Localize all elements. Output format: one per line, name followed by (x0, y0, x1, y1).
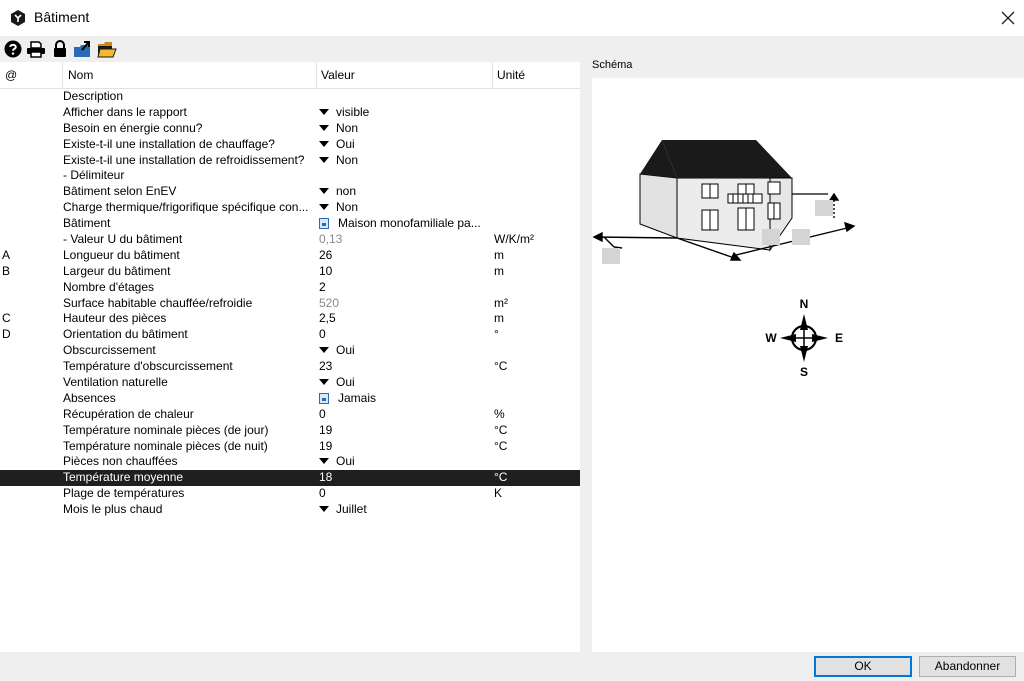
table-header (0, 62, 580, 89)
value-text: 19 (319, 438, 333, 453)
value-text: non (336, 184, 357, 199)
picker-icon[interactable] (319, 393, 329, 404)
compass-north: N (799, 297, 809, 311)
column-header-unit[interactable]: Unité (497, 68, 526, 82)
value-field (319, 296, 491, 312)
table-row[interactable] (0, 264, 580, 280)
row-name: Température d'obscurcissement (63, 359, 233, 374)
row-marker: D (2, 327, 11, 342)
value-dropdown[interactable] (319, 121, 491, 137)
value-dropdown[interactable] (319, 454, 491, 470)
print-icon (26, 40, 46, 58)
row-name: Existe-t-il une installation de chauffage? (63, 136, 275, 151)
compass-west: W (765, 331, 777, 345)
row-unit: m (494, 247, 504, 262)
row-unit: °C (494, 438, 508, 453)
dropdown-arrow-icon[interactable] (319, 506, 329, 512)
row-unit: m (494, 263, 504, 278)
value-text: visible (336, 104, 370, 119)
table-row[interactable] (0, 407, 580, 423)
value-text: Maison monofamiliale pa... (338, 216, 481, 231)
value-text: 10 (319, 263, 333, 278)
value-dropdown[interactable] (319, 153, 491, 169)
row-unit: m (494, 311, 504, 326)
column-header-name[interactable]: Nom (68, 68, 94, 82)
table-row[interactable] (0, 216, 580, 232)
row-unit: ° (494, 327, 499, 342)
value-dropdown[interactable] (319, 184, 491, 200)
value-text: 0 (319, 406, 326, 421)
table-row[interactable] (0, 105, 580, 121)
row-unit: K (494, 486, 503, 501)
dropdown-arrow-icon[interactable] (319, 188, 329, 194)
schema-panel (592, 59, 1024, 652)
table-row[interactable] (0, 121, 580, 137)
row-name: Température moyenne (63, 470, 184, 485)
row-name: Obscurcissement (63, 343, 156, 358)
row-name: Description (63, 89, 124, 103)
table-row[interactable] (0, 153, 580, 169)
value-dropdown[interactable] (319, 375, 491, 391)
value-text: 18 (319, 470, 333, 485)
value-field[interactable] (319, 248, 491, 264)
row-name: - Délimiteur (63, 168, 125, 183)
open-folder-button[interactable] (97, 39, 117, 59)
dropdown-arrow-icon[interactable] (319, 157, 329, 163)
row-unit: °C (494, 359, 508, 374)
schema-label: Schéma (592, 59, 633, 71)
building-schema (592, 78, 1024, 652)
table-row[interactable] (0, 359, 580, 375)
row-name: Existe-t-il une installation de refroidissement? (63, 152, 305, 167)
value-dropdown[interactable] (319, 137, 491, 153)
export-button[interactable] (73, 39, 93, 59)
table-row[interactable] (0, 423, 580, 439)
value-text: 23 (319, 359, 333, 374)
row-name: Besoin en énergie connu? (63, 120, 203, 135)
compass (765, 297, 843, 379)
table-row[interactable] (0, 391, 580, 407)
value-text: 2 (319, 279, 326, 294)
value-field[interactable] (319, 359, 491, 375)
value-field[interactable] (319, 423, 491, 439)
splitter[interactable] (580, 62, 592, 652)
row-name: Afficher dans le rapport (63, 104, 187, 119)
title-bar (0, 0, 1024, 36)
row-name: Surface habitable chauffée/refroidie (63, 295, 253, 310)
value-text: Jamais (338, 390, 377, 405)
picker-icon[interactable] (319, 218, 329, 229)
row-name: - Valeur U du bâtiment (63, 232, 183, 247)
row-unit: m² (494, 295, 508, 310)
dropdown-arrow-icon[interactable] (319, 347, 329, 353)
value-text: Oui (336, 136, 355, 151)
value-text: Oui (336, 454, 355, 469)
lock-icon (52, 40, 68, 58)
dropdown-arrow-icon[interactable] (319, 204, 329, 210)
value-text: 520 (319, 295, 340, 310)
row-name: Plage de températures (63, 486, 185, 501)
value-field[interactable] (319, 486, 491, 502)
row-name: Récupération de chaleur (63, 406, 194, 421)
table-row[interactable] (0, 343, 580, 359)
table-row[interactable] (0, 375, 580, 391)
table-row[interactable] (0, 137, 580, 153)
dropdown-arrow-icon[interactable] (319, 125, 329, 131)
window-title: Bâtiment (34, 9, 90, 25)
value-text: Non (336, 152, 359, 167)
value-text: 0 (319, 327, 326, 342)
value-text: 26 (319, 247, 333, 262)
compass-south: S (799, 365, 809, 379)
value-field[interactable] (319, 439, 491, 455)
toolbar (0, 36, 1024, 62)
value-dropdown[interactable] (319, 105, 491, 121)
value-dropdown[interactable] (319, 502, 491, 518)
print-button[interactable] (26, 39, 46, 59)
ok-button[interactable]: OK (814, 656, 912, 677)
table-row[interactable] (0, 168, 580, 184)
row-name: Pièces non chauffées (63, 454, 178, 469)
table-row[interactable] (0, 232, 580, 248)
row-name: Température nominale pièces (de nuit) (63, 438, 268, 453)
app-icon (10, 10, 26, 26)
table-row[interactable] (0, 439, 580, 455)
table-row[interactable] (0, 327, 580, 343)
row-name: Longueur du bâtiment (63, 247, 180, 262)
row-name: Ventilation naturelle (63, 375, 168, 390)
value-field[interactable] (319, 327, 491, 343)
column-header-at[interactable]: @ (5, 68, 18, 82)
cancel-button[interactable]: Abandonner (919, 656, 1016, 677)
dropdown-arrow-icon[interactable] (319, 379, 329, 385)
value-field[interactable] (319, 407, 491, 423)
close-icon (1001, 11, 1015, 25)
table-row[interactable] (0, 184, 580, 200)
value-field[interactable] (319, 264, 491, 280)
export-icon (73, 40, 93, 58)
row-marker: C (2, 311, 11, 326)
row-name: Nombre d'étages (63, 279, 155, 294)
lock-button[interactable] (50, 39, 70, 59)
table-row[interactable] (0, 280, 580, 296)
table-row[interactable] (0, 89, 580, 105)
schema-area (592, 78, 1024, 652)
table-row[interactable] (0, 470, 580, 486)
value-field[interactable] (319, 280, 491, 296)
table-row[interactable] (0, 200, 580, 216)
value-text: Non (336, 120, 359, 135)
table-row[interactable] (0, 248, 580, 264)
value-text: 0 (319, 486, 326, 501)
row-name: Absences (63, 390, 116, 405)
value-field[interactable] (319, 311, 491, 327)
value-text: Oui (336, 375, 355, 390)
row-unit: °C (494, 422, 508, 437)
row-name: Hauteur des pièces (63, 311, 167, 326)
value-picker[interactable] (319, 391, 491, 407)
close-button[interactable] (994, 4, 1022, 32)
row-marker: A (2, 247, 11, 262)
row-name: Température nominale pièces (de jour) (63, 422, 269, 437)
help-button[interactable] (3, 39, 23, 59)
compass-east: E (834, 331, 844, 345)
row-name: Bâtiment selon EnEV (63, 184, 177, 199)
open-folder-icon (97, 40, 117, 58)
row-name: Orientation du bâtiment (63, 327, 188, 342)
row-unit: °C (494, 470, 508, 485)
help-icon (4, 40, 22, 58)
row-name: Charge thermique/frigorifique spécifique con... (63, 200, 309, 215)
dialog-footer (0, 652, 1024, 681)
row-unit: W/K/m² (494, 232, 534, 247)
value-text: 19 (319, 422, 333, 437)
row-marker: B (2, 263, 11, 278)
value-text: 2,5 (319, 311, 336, 326)
value-text: Non (336, 200, 359, 215)
value-dropdown[interactable] (319, 343, 491, 359)
value-field[interactable] (319, 470, 491, 486)
properties-panel (0, 62, 580, 652)
table-row[interactable] (0, 502, 580, 518)
value-dropdown[interactable] (319, 200, 491, 216)
properties-table (0, 89, 580, 518)
value-text: Juillet (336, 502, 367, 517)
value-text: 0,13 (319, 232, 343, 247)
value-picker[interactable] (319, 216, 491, 232)
row-name: Largeur du bâtiment (63, 263, 171, 278)
table-row[interactable] (0, 486, 580, 502)
table-row[interactable] (0, 296, 580, 312)
table-row[interactable] (0, 311, 580, 327)
column-header-value[interactable]: Valeur (321, 68, 355, 82)
row-name: Bâtiment (63, 216, 111, 231)
dropdown-arrow-icon[interactable] (319, 109, 329, 115)
row-unit: % (494, 406, 505, 421)
dropdown-arrow-icon[interactable] (319, 141, 329, 147)
value-text: Oui (336, 343, 355, 358)
dropdown-arrow-icon[interactable] (319, 458, 329, 464)
table-row[interactable] (0, 454, 580, 470)
row-name: Mois le plus chaud (63, 502, 163, 517)
value-field (319, 232, 491, 248)
